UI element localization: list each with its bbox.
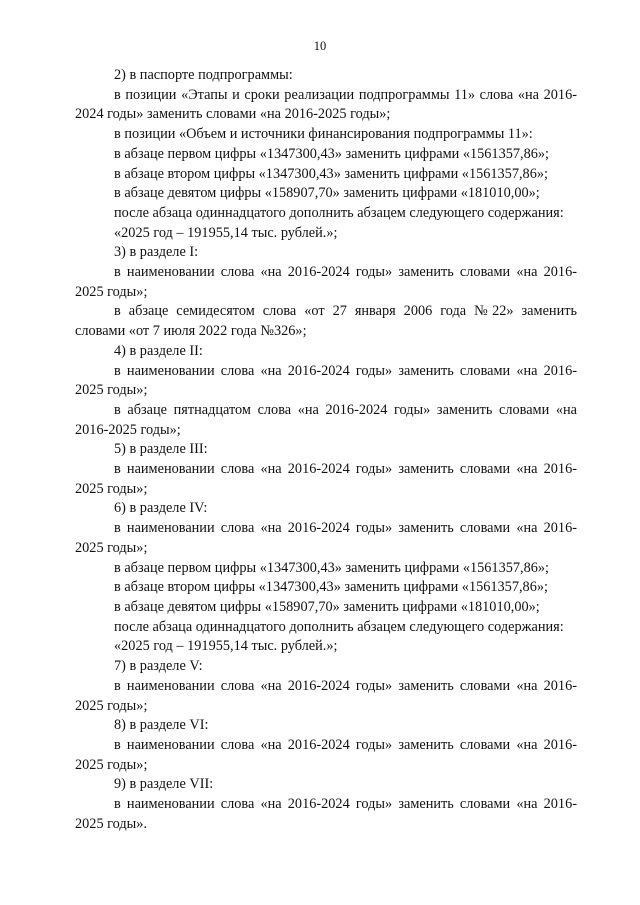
paragraph: 8) в разделе VI: xyxy=(114,717,209,734)
paragraph: 3) в разделе I: xyxy=(114,244,199,261)
paragraph: в абзаце семидесятом слова «от 27 января 2006 года №22» заменить словами «от 7 июля 2022 года №326»; xyxy=(75,303,577,340)
paragraph: в абзаце пятнадцатом слова «на 2016-2024 годы» заменить словами «на 2016-2025 годы»; xyxy=(75,401,577,438)
paragraph: в абзаце втором цифры «1347300,43» заменить цифрами «1561357,86»; xyxy=(114,579,548,596)
paragraph: в наименовании слова «на 2016-2024 годы» заменить словами «на 2016-2025 годы»; xyxy=(75,362,577,399)
page-number: 10 xyxy=(313,39,327,53)
paragraph: в позиции «Этапы и сроки реализации подпрограммы 11» слова «на 2016-2024 годы» заменить словами «на 2016-2025 годы»; xyxy=(75,86,577,123)
paragraph: «2025 год – 191955,14 тыс. рублей.»; xyxy=(114,224,338,241)
paragraph: 5) в разделе III: xyxy=(114,441,208,458)
document-body xyxy=(75,66,577,834)
paragraph: 4) в разделе II: xyxy=(114,342,203,359)
paragraph: в наименовании слова «на 2016-2024 годы» заменить словами «на 2016-2025 годы»; xyxy=(75,736,577,773)
paragraph: в абзаце первом цифры «1347300,43» заменить цифрами «1561357,86»; xyxy=(114,559,550,576)
paragraph: в наименовании слова «на 2016-2024 годы» заменить словами «на 2016-2025 годы»; xyxy=(75,677,577,714)
paragraph: в позиции «Объем и источники финансирования подпрограммы 11»: xyxy=(114,126,533,143)
paragraph: после абзаца одиннадцатого дополнить абзацем следующего содержания: xyxy=(114,618,564,635)
paragraph: в наименовании слова «на 2016-2024 годы» заменить словами «на 2016-2025 годы»; xyxy=(75,461,577,497)
paragraph: «2025 год – 191955,14 тыс. рублей.»; xyxy=(114,638,338,655)
paragraph: после абзаца одиннадцатого дополнить абзацем следующего содержания: xyxy=(114,204,564,221)
paragraph: в наименовании слова «на 2016-2024 годы» заменить словами «на 2016-2025 годы»; xyxy=(75,520,577,556)
paragraph: в наименовании слова «на 2016-2024 годы» заменить словами «на 2016-2025 годы». xyxy=(75,796,577,832)
paragraph: в абзаце первом цифры «1347300,43» заменить цифрами «1561357,86»; xyxy=(114,145,550,162)
paragraph: 9) в разделе VII: xyxy=(114,776,214,793)
paragraph: 6) в разделе IV: xyxy=(114,500,208,517)
paragraph: 2) в паспорте подпрограммы: xyxy=(114,67,293,83)
paragraph: в наименовании слова «на 2016-2024 годы» заменить словами «на 2016-2025 годы»; xyxy=(75,264,577,300)
paragraph: 7) в разделе V: xyxy=(114,658,203,675)
paragraph: в абзаце втором цифры «1347300,43» заменить цифрами «1561357,86»; xyxy=(114,165,548,182)
paragraph: в абзаце девятом цифры «158907,70» заменить цифрами «181010,00»; xyxy=(114,185,540,202)
paragraph: в абзаце девятом цифры «158907,70» заменить цифрами «181010,00»; xyxy=(114,598,540,615)
